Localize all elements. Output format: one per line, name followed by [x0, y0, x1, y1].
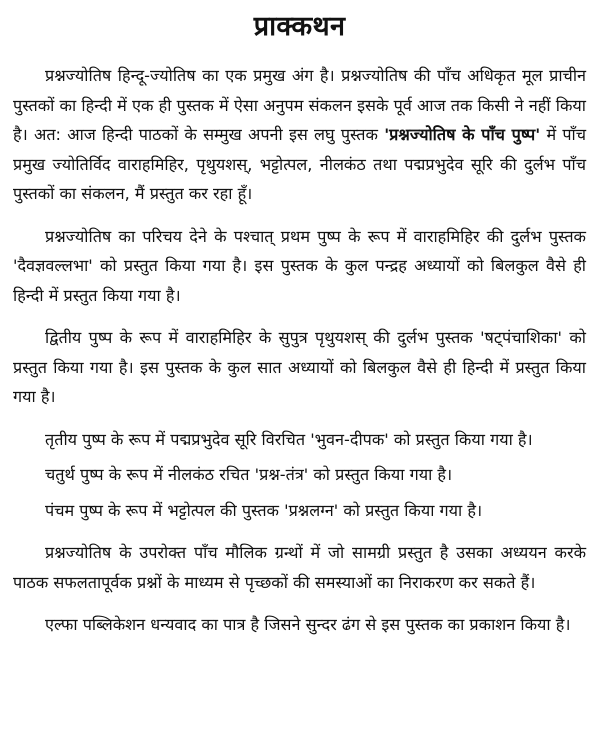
intro-text-end: में पाँच प्रमुख ज्योतिर्विद वाराहमिहिर, पृथुयशस्, भट्टोत्पल, नीलकंठ तथा पद्मप्रभुदेव सूरि की दुर्लभ पाँच पुस्तकों का संकलन, मैं प्रस्तुत कर रहा हूँ। — [13, 125, 587, 203]
intro-text-start: प्रश्नज्योतिष हिन्दू-ज्योतिष का एक प्रमुख अंग है। प्रश्नज्योतिष की पाँच अधिकृत मूल प्राचीन पुस्तकों का हिन्दी में एक ही पुस्तक में ऐसा अनुपम संकलन इसके पूर्व आज तक किसी ने नहीं किया है। अत: आज हिन्दी पाठकों के सम्मुख अपनी इस लघु पुस्तक — [13, 66, 586, 144]
paragraph-second-flower: द्वितीय पुष्प के रूप में वाराहमिहिर के सुपुत्र पृथुयशस् की दुर्लभ पुस्तक 'षट्पंचाशिका' को प्रस्तुत किया गया है। इस पुस्तक के कुल सात अध्यायों को बिलकुल वैसे ही हिन्दी में प्रस्तुत किया गया है। — [13, 328, 586, 406]
book-title-emphasis: 'प्रश्नज्योतिष के पाँच पुष्प' — [384, 125, 541, 144]
paragraph-summary: प्रश्नज्योतिष के उपरोक्त पाँच मौलिक ग्रन्थों में जो सामग्री प्रस्तुत है उसका अध्ययन करके पाठक सफलतापूर्वक प्रश्नों के माध्यम से पृच्छकों की समस्याओं का निराकरण कर सकते हैं। — [13, 543, 586, 592]
paragraph-intro — [13, 61, 586, 209]
paragraph-acknowledgement: एल्फा पब्लिकेशन धन्यवाद का पात्र है जिसने सुन्दर ढंग से इस पुस्तक का प्रकाशन किया है। — [45, 615, 571, 634]
paragraph-third-flower: तृतीय पुष्प के रूप में पद्मप्रभुदेव सूरि विरचित 'भुवन-दीपक' को प्रस्तुत किया गया है। — [45, 429, 533, 449]
paragraph-fifth-flower: पंचम पुष्प के रूप में भट्टोत्पल की पुस्तक 'प्रश्नलग्न' को प्रस्तुत किया गया है। — [45, 500, 483, 520]
paragraph-fourth-flower: चतुर्थ पुष्प के रूप में नीलकंठ रचित 'प्रश्न-तंत्र' को प्रस्तुत किया गया है। — [45, 465, 453, 484]
page-title: प्राक्कथन — [253, 11, 346, 42]
paragraph-first-flower: प्रश्नज्योतिष का परिचय देने के पश्चात् प्रथम पुष्प के रूप में वाराहमिहिर की दुर्लभ पुस्तक 'दैवज्ञवल्लभा' को प्रस्तुत किया गया है। इस पुस्तक के कुल पन्द्रह अध्यायों को बिलकुल वैसे ही हिन्दी में प्रस्तुत किया गया है। — [13, 226, 586, 305]
